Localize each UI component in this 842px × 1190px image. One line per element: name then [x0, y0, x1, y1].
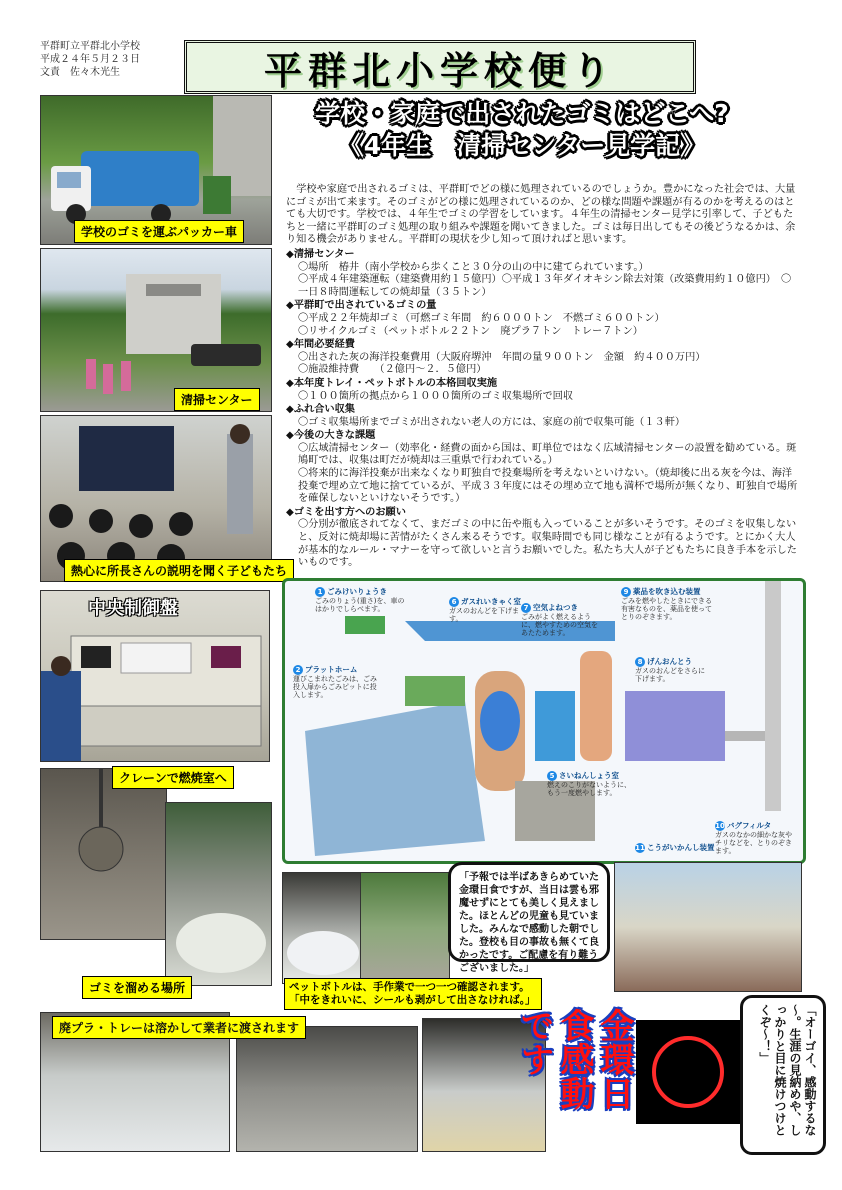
eclipse-message-bubble: 「予報では半ばあきらめていた金環日食ですが、当日は雲も邪魔せずにとても美しく見えました。ほとんどの児童も見ていました。みんなで感動した朝でした。登校も目の事故も無くて良かったです。ご配慮を有り難うございました。」: [448, 862, 610, 962]
school-info: [40, 40, 140, 79]
eclipse-ring-icon: [636, 1020, 740, 1124]
diagram-label: [293, 665, 383, 699]
section-title: ◆ふれ合い収集: [286, 404, 355, 416]
author: 文責 佐々木光生: [40, 67, 120, 78]
label-title: こうがいかんし装置: [647, 843, 715, 852]
section-item: 〇１００箇所の拠点から１０００箇所のゴミ収集場所で回収: [298, 390, 574, 402]
crane-photo: [40, 768, 167, 940]
kids-quote-bubble: 「オーゴイ、感動するな～。生涯の見納めや、しっかりと目に焼けつけとくぞ～！」: [740, 995, 826, 1155]
section-item: 〇平成４年建築運転（建築費用約１５億円）〇平成１３年ダイオキシン除去対策（改築費用約１０億円） 〇一日８時間運転しての焼却量（３５トン）: [298, 274, 792, 298]
headline-line-1: 学校・家庭で出されたゴミはどこへ?: [315, 99, 729, 128]
issue-date: 平成２４年５月２３日: [40, 54, 140, 65]
label-number: 9: [621, 587, 631, 597]
caption-crane: クレーンで燃焼室へ: [112, 766, 234, 789]
caption-listening: 熱心に所長さんの説明を聞く子どもたち: [64, 559, 294, 582]
section-title: ◆年間必要経費: [286, 339, 355, 351]
plastic-melt-photo: [236, 1026, 418, 1152]
label-number: 8: [635, 657, 645, 667]
section-amount: [286, 300, 800, 338]
label-text: ガスのなかの細かな灰やチリなどを、とりのぞきます。: [715, 831, 792, 855]
label-number: 7: [521, 603, 531, 613]
label-text: ごみがよく燃えるように、燃やすための空気をあたためます。: [521, 613, 598, 637]
section-item: 〇分別が徹底されてなくて、まだゴミの中に缶や瓶も入っていることが多いそうです。そのゴミを収集しないと、反対に焼却場に苦情がたくさん来るそうです。収集時間でも同じ様なことが有るようです。とにかく大人が基本的なルール・マナーを守って欲しいと言うお願いでした。私たち大人が子どもたちに良き手本を示したいものです。: [298, 519, 797, 569]
diagram-label: [621, 587, 717, 621]
label-title: 空気よねつき: [533, 603, 578, 612]
section-item: 〇広域清掃センター（効率化・経費の面から国は、町単位ではなく広域清掃センターの設置を勧めている。斑鳩町では、収集は町だが焼却は三重県で行われている。）: [298, 442, 797, 467]
diagram-label: [449, 597, 521, 623]
label-text: 運びこまれたごみは、ごみ投入扉からごみピットに投入します。: [293, 675, 377, 699]
section-item: 〇出された灰の海洋投棄費用（大阪府堺沖 年間の量９００トン 金額 約４００万円）: [298, 351, 706, 363]
section-item: 〇ゴミ収集場所までゴミが出されない老人の方には、家庭の前で収集可能（１３軒）: [298, 416, 686, 428]
diagram-label: [635, 843, 715, 853]
section-title: ◆清掃センター: [286, 248, 355, 260]
label-text: ガスのおんどを下げます。: [449, 607, 519, 623]
label-title: バグフィルタ: [727, 821, 772, 830]
section-item: 〇施設維持費 （２億円～２．５億円）: [298, 364, 487, 376]
pit-illustration: [166, 803, 271, 985]
label-number: 10: [715, 822, 725, 830]
label-title: 薬品を吹き込む装置: [633, 587, 701, 596]
label-number: 5: [547, 771, 557, 781]
diagram-label: [521, 603, 601, 637]
newsletter-title: 平群北小学校便り: [184, 40, 696, 94]
section-facility: [286, 249, 800, 299]
plant-diagram: [282, 578, 806, 864]
caption-packer: 学校のゴミを運ぶパッカー車: [74, 220, 244, 243]
label-title: ごみけいりょうき: [327, 587, 387, 596]
diagram-label: [547, 771, 631, 797]
headline: [282, 98, 762, 162]
caption-control: 中央制御盤: [88, 598, 178, 619]
section-cost: [286, 339, 800, 377]
section-title: ◆平群町で出されているゴミの量: [286, 300, 437, 312]
diagram-label: [715, 821, 795, 855]
section-item: 〇場所 椿井（南小学校から歩くこと３０分の山の中に建てられています。）: [298, 261, 649, 273]
school-name: 平群町立平群北小学校: [40, 41, 140, 52]
section-issues: [286, 430, 800, 506]
section-item: 〇将来的に海洋投棄が出来なくなり町独自で投棄場所を考えないといけない。（焼却後に出る灰を今は、海洋投棄で埋め立て地に捨てているが、平成３３年度にはその埋め立て地も満杯で場所が無くなり、町独自で場所を確保しないといけないそうです。）: [298, 468, 798, 505]
pit-photo: [165, 802, 272, 986]
crane-illustration: [41, 769, 166, 939]
label-number: 2: [293, 665, 303, 675]
section-recycle: [286, 378, 800, 403]
section-title: ◆本年度トレイ・ペットボトルの本格回収実施: [286, 377, 498, 389]
label-number: 6: [449, 597, 459, 607]
label-text: ごみのりょう(重さ)を、車のはかりでしらべます。: [315, 597, 405, 613]
label-title: プラットホーム: [305, 665, 358, 674]
label-title: さいねんしょう室: [559, 771, 619, 780]
section-title: ◆ゴミを出す方へのお願い: [286, 506, 406, 518]
eclipse-photo: [636, 1020, 740, 1124]
label-title: げんおんとう: [647, 657, 692, 666]
diagram-label: [635, 657, 705, 683]
school-kids-photo: [360, 872, 450, 984]
label-text: 燃えのこりがないように、もう一度燃やします。: [547, 781, 631, 797]
classroom-illustration: [41, 416, 271, 581]
label-number: 1: [315, 587, 325, 597]
label-text: ガスのおんどをさらに下げます。: [635, 667, 705, 683]
label-title: ガスれいきゃく室: [461, 597, 521, 606]
eclipse-title: 金環日食感動です: [514, 1008, 634, 1110]
section-item: 〇リサイクルゴミ（ペットボトル２２トン 廃プラ７トン トレー７トン）: [298, 325, 643, 337]
section-item: 〇平成２２年焼却ゴミ（可燃ゴミ年間 約６０００トン 不燃ゴミ６００トン）: [298, 312, 665, 324]
caption-pit: ゴミを溜める場所: [82, 976, 192, 999]
caption-center: 清掃センター: [174, 388, 260, 411]
article-body: [286, 184, 800, 570]
section-request: [286, 507, 800, 570]
label-number: 11: [635, 844, 645, 852]
section-contact: [286, 404, 800, 429]
listening-photo: [40, 415, 272, 582]
building-illustration: [41, 249, 271, 411]
label-text: ごみを燃やしたときにできる有害なものを、薬品を使ってとりのぞきます。: [621, 597, 712, 621]
headline-line-2: 《4年生 清掃センター見学記》: [338, 131, 706, 160]
section-title: ◆今後の大きな課題: [286, 430, 376, 442]
eclipse-viewers-photo: [614, 862, 802, 992]
diagram-label: [315, 587, 405, 613]
caption-pet: ペットボトルは、手作業で一つ一つ確認されます。「中をきれいに、シールも剥がして出さなければ。」: [284, 978, 542, 1010]
caption-plastic: 廃プラ・トレーは溶かして業者に渡されます: [52, 1016, 306, 1039]
article-intro: 学校や家庭で出されるゴミは、平群町でどの様に処理されているのでしょうか。豊かになった社会では、大量にゴミが出て来ます。そのゴミがどの様に処理されているのか、どの様な問題や課題が有るのかを考えるのはとても大切です。学校では、４年生でゴミの学習をしています。４年生の清掃センター見学に引率して、子どもたちと一緒に平群町のゴミ処理の取り組みや課題を聞いてきました。ゴミは毎日出してもその後どうなるかは、余り知る機会がありません。平群町の現状を少し知って頂ければと思います。: [286, 184, 796, 246]
